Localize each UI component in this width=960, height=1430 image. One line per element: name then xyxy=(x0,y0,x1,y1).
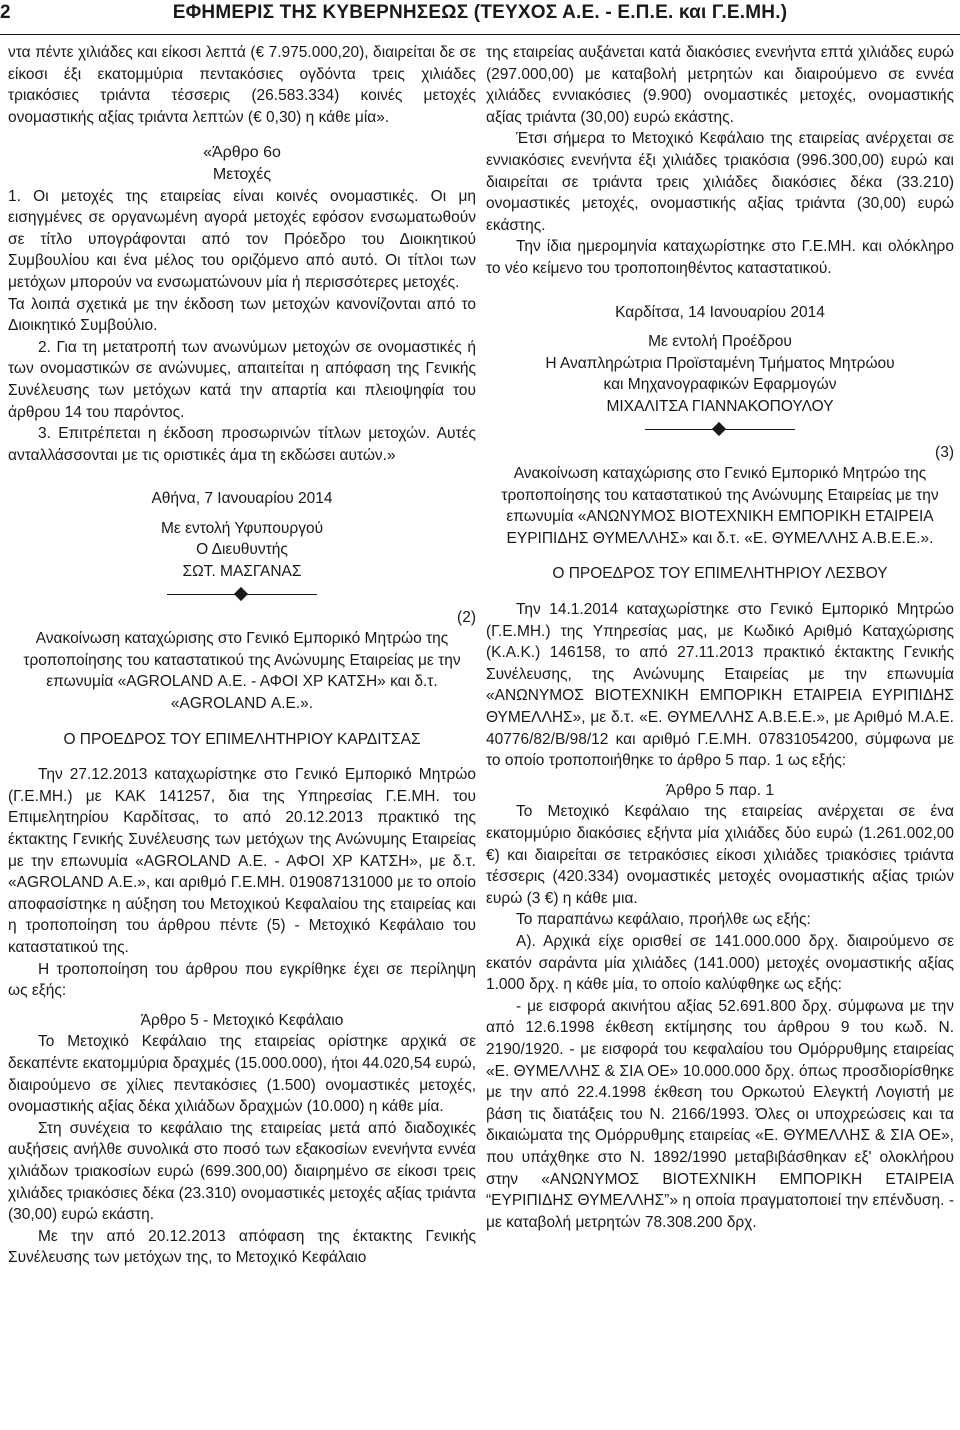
article-heading: Άρθρο 5 - Μετοχικό Κεφάλαιο xyxy=(140,1011,344,1029)
order-by: Με εντολή Προέδρου xyxy=(648,333,792,351)
signatory-role: και Μηχανογραφικών Εφαρμογών xyxy=(603,376,837,394)
paragraph: - με εισφορά ακινήτου αξίας 52.691.800 δρχ. σύμφωνα με την από 12.6.1998 έκθεση εκτίμησης του άρθρου 9 του κωδ. Ν. 2190/1920. - με εισφορά του κεφαλαίου του Ομόρρυθμης εταιρείας «Ε. ΘΥΜΕΛΛΗΣ & ΣΙΑ ΟΕ» 10.000.000 δρχ. όπως προσδιορίσθηκε με την από 22.4.1998 έκθεση του Ορκωτού Ελεγκτή Λογιστή με βάση τις διατάξεις του Ν. 2166/1993. Όλες οι υποχρεώσεις και τα δικαιώματα της Ομόρρυθμης εταιρείας «Ε. ΘΥΜΕΛΛΗΣ & ΣΙΑ ΟΕ», που υπάχθηκε στο Ν. 1892/1990 μεταβιβάσθηκαν εξ' ολοκλήρου στην «ΑΝΩΝΥΜΟΣ ΒΙΟΤΕΧΝΙΚΗ ΕΜΠΟΡΙΚΗ ΕΤΑΙΡΕΙΑ “ΕΥΡΙΠΙΔΗΣ ΘΥΜΕΛΛΗΣ”» η οποία πραγματοποιεί την επένδυση. - με καταβολή μετρητών 78.308.200 δρχ. xyxy=(486,997,954,1231)
order-by: Με εντολή Υφυπουργού xyxy=(160,519,324,537)
authority-heading: Ο ΠΡΟΕΔΡΟΣ ΤΟΥ ΕΠΙΜΕΛΗΤΗΡΙΟΥ ΚΑΡΔΙΤΣΑΣ xyxy=(63,730,421,748)
paragraph: 2. Για τη μετατροπή των ανωνύμων μετοχών σε ονομαστικές ή των ονομαστικών σε ανώνυμες, απαιτείται η απόφαση της Γενικής Συνέλευσης των μετόχων κατά την απαρτία και πλειοψηφία του άρθρου 14 του παρόντος. xyxy=(8,338,476,421)
paragraph: Στη συνέχεια το κεφάλαιο της εταιρείας μετά από διαδοχικές αυξήσεις ανήλθε συνολικά στο ποσό των εξακοσίων ενενήντα εννέα χιλιάδων τριακοσίων ευρώ (699.300,00) διαιρημένο σε είκοσι τρεις χιλιάδες τριακόσιες δέκα (23.310) ονομαστικές μετοχές αξίας τριάντα (30,00) ευρώ εκάστη. xyxy=(8,1119,476,1224)
authority-heading: Ο ΠΡΟΕΔΡΟΣ ΤΟΥ ΕΠΙΜΕΛΗΤΗΡΙΟΥ ΛΕΣΒΟΥ xyxy=(552,565,888,583)
notice-number: (2) xyxy=(457,608,476,626)
page-header xyxy=(0,0,960,35)
paragraph: Τα λοιπά σχετικά με την έκδοση των μετοχών κανονίζονται από το Διοικητικό Συμβούλιο. xyxy=(8,295,476,335)
paragraph: Το Μετοχικό Κεφάλαιο της εταιρείας ανέρχεται σε ένα εκατομμύριο διακόσιες εξήντα μία χιλιάδες δύο ευρώ (1.261.002,00 €) και διαιρείται σε τετρακόσιες είκοσι χιλιάδες τριακόσιες τριάντα τέσσερις (420.334) ονομαστικές μετοχές ονομαστικής αξίας τριών ευρώ (3 €) η κάθε μια. xyxy=(486,803,954,907)
paragraph: Α). Αρχικά είχε ορισθεί σε 141.000.000 δρχ. διαιρούμενο σε εκατόν σαράντα μία χιλιάδες (141.000) μετοχές ονομαστικής αξίας 1.000 δρχ. η κάθε μία, το οποίο καλύφθηκε ως εξής: xyxy=(486,932,954,994)
paragraph: Το Μετοχικό Κεφάλαιο της εταιρείας ορίστηκε αρχικά σε δεκαπέντε εκατομμύρια δραχμές (15.000.000), ήτοι 44.020,54 ευρώ, διαιρούμενο σε χίλιες πεντακόσιες (1.500) ονομαστικές μετοχές, ονομαστικής αξίας δέκα χιλιάδων δραχμών (10.000) η κάθε μία. xyxy=(8,1033,476,1116)
place-date: Καρδίτσα, 14 Ιανουαρίου 2014 xyxy=(615,303,825,321)
article-subheading: Μετοχές xyxy=(212,165,272,183)
place-date: Αθήνα, 7 Ιανουαρίου 2014 xyxy=(151,490,333,508)
signatory-name: ΜΙΧΑΛΙΤΣΑ ΓΙΑΝΝΑΚΟΠΟΥΛΟΥ xyxy=(606,397,834,415)
signatory-role: Η Αναπληρώτρια Προϊσταμένη Τμήματος Μητρώου xyxy=(545,354,895,372)
notice-number: (3) xyxy=(935,443,954,461)
paragraph: της εταιρείας αυξάνεται κατά διακόσιες ενενήντα επτά χιλιάδες ευρώ (297.000,00) με καταβολή μετρητών και διαιρούμενο σε εννέα χιλιάδες εννιακόσιες (9.900) ονομαστικές μετοχές, ονομαστικής αξίας τριάντα (30,00) ευρώ εκάστης. xyxy=(486,44,954,126)
notice-title: Ανακοίνωση καταχώρισης στο Γενικό Εμπορικό Μητρώο της τροποποίησης του καταστατικού της Ανώνυμης Εταιρείας με την επωνυμία «AGROLAND Α.Ε. - ΑΦΟΙ ΧΡ ΚΑΤΣΗ» και δ.τ. «AGROLAND Α.Ε.». xyxy=(23,630,461,713)
journal-title: ΕΦΗΜΕΡΙΣ ΤΗΣ ΚΥΒΕΡΝΗΣΕΩΣ (ΤΕΥΧΟΣ Α.Ε. - Ε.Π.Ε. και Γ.Ε.ΜΗ.) xyxy=(172,2,788,23)
paragraph: Την 14.1.2014 καταχωρίστηκε στο Γενικό Εμπορικό Μητρώο (Γ.Ε.ΜΗ.) της Υπηρεσίας μας, με Κωδικό Αριθμό Καταχώρισης (Κ.Α.Κ.) 146158, το από 27.11.2013 πρακτικό έκτακτης Γενικής Συνέλευσης, της Ανώνυμης Εταιρείας με την επωνυμία «ΑΝΩΝΥΜΟΣ ΒΙΟΤΕΧΝΙΚΗ ΕΜΠΟΡΙΚΗ ΕΤΑΙΡΕΙΑ ΕΥΡΙΠΙΔΗΣ ΘΥΜΕΛΛΗΣ», με δ.τ. «Ε. ΘΥΜΕΛΛΗΣ Α.Β.Ε.Ε.», με Αριθμό Μ.Α.Ε. 40776/82/Β/98/12 και αριθμό Γ.Ε.ΜΗ. 07831054200, σύμφωνα με το οποίο τροποποιήθηκε το άρθρο 5 παρ. 1 ως εξής: xyxy=(486,601,954,770)
right-column xyxy=(486,42,954,1427)
diamond-icon xyxy=(234,587,248,601)
signatory-role: Ο Διευθυντής xyxy=(196,541,288,559)
section-divider xyxy=(645,424,795,436)
paragraph: Με την από 20.12.2013 απόφαση της έκτακτης Γενικής Συνέλευσης των μετόχων της, το Μετοχικό Κεφάλαιο xyxy=(8,1227,476,1267)
paragraph: 3. Επιτρέπεται η έκδοση προσωρινών τίτλων μετοχών. Αυτές ανταλλάσσονται με τις οριστικές άμα τη εκδώσει αυτών.» xyxy=(8,425,476,464)
left-column xyxy=(8,42,476,1427)
paragraph: 1. Οι μετοχές της εταιρείας είναι κοινές ονομαστικές. Οι μη εισηγμένες σε οργανωμένη αγορά μετοχές εφόσον ενσωματωθούν σε τίτλο υπογράφονται από τον Πρόεδρο του Διοικητικού Συμβουλίου και ένα μέλος του οριζόμενο από αυτό. Οι τίτλοι των μετόχων μπορούν να ενσωματώνουν μία ή περισσότερες μετοχές. xyxy=(8,187,476,291)
signatory-name: ΣΩΤ. ΜΑΣΓΑΝΑΣ xyxy=(182,563,302,581)
article-heading: Άρθρο 5 παρ. 1 xyxy=(666,781,774,799)
section-divider xyxy=(167,589,317,601)
paragraph: Η τροποποίηση του άρθρου που εγκρίθηκε έχει σε περίληψη ως εξής: xyxy=(8,960,476,1000)
paragraph: Έτσι σήμερα το Μετοχικό Κεφάλαιο της εταιρείας ανέρχεται σε εννιακόσιες ενενήντα έξι χιλιάδες τριακόσια (996.300,00) ευρώ και διαιρείται σε τριάντα τρεις χιλιάδες διακόσιες δέκα (33.210) ονομαστικές μετοχές, ονομαστικής αξίας τριάντα (30,00) ευρώ εκάστης. xyxy=(486,130,954,234)
diamond-icon xyxy=(712,421,726,435)
paragraph: Την 27.12.2013 καταχωρίστηκε στο Γενικό Εμπορικό Μητρώο (Γ.Ε.ΜΗ.) με ΚΑΚ 141257, δια της Υπηρεσίας Γ.Ε.ΜΗ. του Επιμελητηρίου Καρδίτσας, το από 20.12.2013 πρακτικό της έκτακτης Γενικής Συνέλευσης των μετόχων της Ανώνυμης Εταιρείας με την επωνυμία «AGROLAND Α.Ε. - ΑΦΟΙ ΧΡ ΚΑΤΣΗ», με δ.τ. «AGROLAND Α.Ε.», και αριθμό Γ.Ε.ΜΗ. 019087131000 με το οποίο αποφασίστηκε η αύξηση του Μετοχικού Κεφαλαίου της εταιρείας και η τροποποίηση του άρθρου πέντε (5) - Μετοχικό Κεφάλαιο του καταστατικού της. xyxy=(8,766,476,956)
paragraph: ντα πέντε χιλιάδες και είκοσι λεπτά (€ 7.975.000,20), διαιρείται δε σε είκοσι έξι εκατομμύρια πεντακόσιες ογδόντα τρεις χιλιάδες τριακόσιες τριάντα τέσσερις (26.583.334) κοινές μετοχές ονομαστικής αξίας τριάντα λεπτών (€ 0,30) η κάθε μία». xyxy=(8,44,476,126)
page-number: 2 xyxy=(0,2,11,23)
article-heading: «Άρθρο 6ο xyxy=(203,144,281,162)
paragraph: Το παραπάνω κεφάλαιο, προήλθε ως εξής: xyxy=(516,911,811,929)
notice-title: Ανακοίνωση καταχώρισης στο Γενικό Εμπορικό Μητρώο της τροποποίησης του καταστατικού της Ανώνυμης Εταιρείας με την επωνυμία «ΑΝΩΝΥΜΟΣ ΒΙΟΤΕΧΝΙΚΗ ΕΜΠΟΡΙΚΗ ΕΤΑΙΡΕΙΑ ΕΥΡΙΠΙΔΗΣ ΘΥΜΕΛΛΗΣ» και δ.τ. «Ε. ΘΥΜΕΛΛΗΣ Α.Β.Ε.Ε.». xyxy=(501,465,939,547)
paragraph: Την ίδια ημερομηνία καταχωρίστηκε στο Γ.Ε.ΜΗ. και ολόκληρο το νέο κείμενο του τροποποιηθέντος καταστατικού. xyxy=(486,238,954,277)
